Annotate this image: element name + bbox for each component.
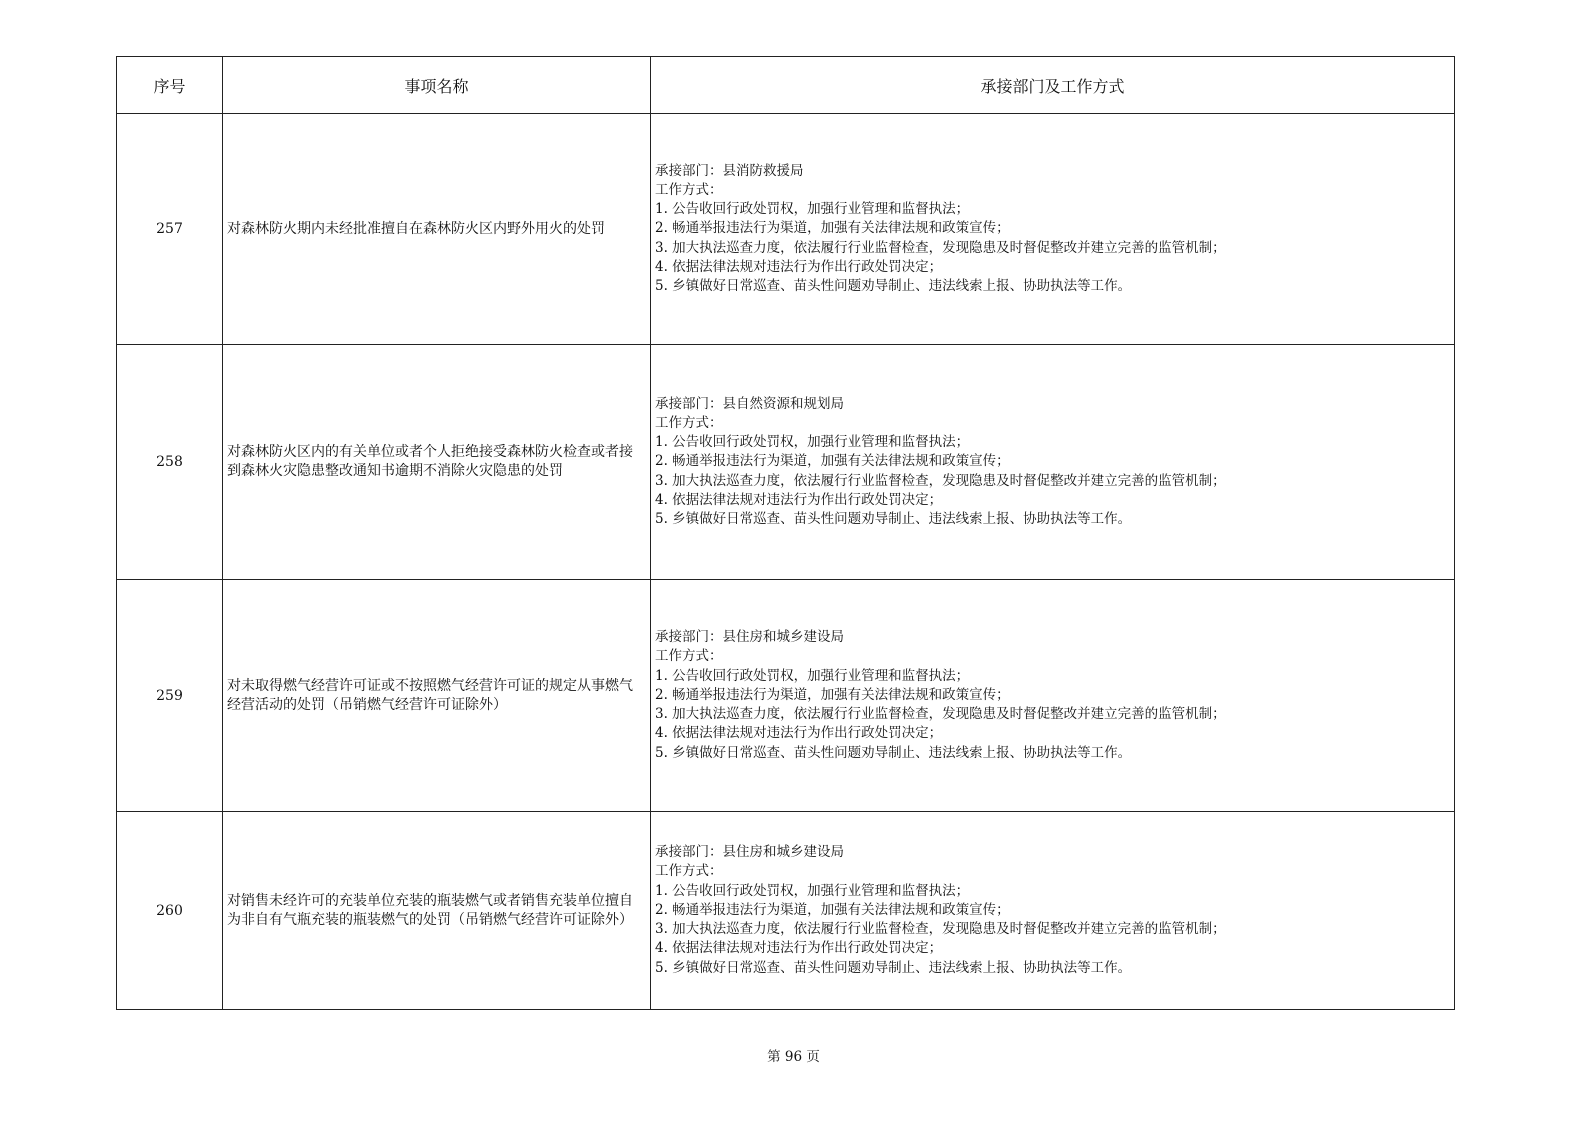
- method-step: 2. 畅通举报违法行为渠道，加强有关法律法规和政策宣传；: [655, 453, 1010, 470]
- method-step: 2. 畅通举报违法行为渠道，加强有关法律法规和政策宣传；: [655, 901, 1010, 918]
- row-item-name: 对森林防火期内未经批准擅自在森林防火区内野外用火的处罚: [223, 114, 651, 345]
- method-step: 3. 加大执法巡查力度，依法履行行业监督检查，发现隐患及时督促整改并建立完善的监管机制；: [655, 239, 1226, 256]
- row-item-name: 对销售未经许可的充装单位充装的瓶装燃气或者销售充装单位擅自为非自有气瓶充装的瓶装燃气的处罚（吊销燃气经营许可证除外）: [223, 812, 651, 1010]
- row-method: [651, 812, 1455, 1010]
- method-step: 5. 乡镇做好日常巡查、苗头性问题劝导制止、违法线索上报、协助执法等工作。: [655, 511, 1132, 527]
- header-index: 序号: [117, 57, 223, 114]
- method-step: 5. 乡镇做好日常巡查、苗头性问题劝导制止、违法线索上报、协助执法等工作。: [655, 744, 1132, 761]
- page-number: 第 96 页: [767, 1049, 820, 1065]
- method-title: 工作方式：: [655, 414, 723, 431]
- method-step: 1. 公告收回行政处罚权，加强行业管理和监督执法；: [655, 201, 970, 218]
- method-step: 4. 依据法律法规对违法行为作出行政处罚决定；: [655, 940, 943, 957]
- method-step: 2. 畅通举报违法行为渠道，加强有关法律法规和政策宣传；: [655, 686, 1010, 703]
- row-item-name: 对未取得燃气经营许可证或不按照燃气经营许可证的规定从事燃气经营活动的处罚（吊销燃气经营许可证除外）: [223, 580, 651, 812]
- method-step: 5. 乡镇做好日常巡查、苗头性问题劝导制止、违法线索上报、协助执法等工作。: [655, 959, 1132, 976]
- department-line: 承接部门：县住房和城乡建设局: [655, 844, 844, 861]
- method-step: 3. 加大执法巡查力度，依法履行行业监督检查，发现隐患及时督促整改并建立完善的监管机制；: [655, 921, 1226, 938]
- table-row: [117, 345, 1455, 580]
- row-index: 258: [117, 345, 223, 580]
- method-step: 4. 依据法律法规对违法行为作出行政处罚决定；: [655, 725, 943, 742]
- items-table: [116, 56, 1455, 1010]
- department-line: 承接部门：县消防救援局: [655, 162, 804, 179]
- header-department-method: 承接部门及工作方式: [651, 57, 1455, 114]
- method-step: 2. 畅通举报违法行为渠道，加强有关法律法规和政策宣传；: [655, 220, 1010, 237]
- method-step: 3. 加大执法巡查力度，依法履行行业监督检查，发现隐患及时督促整改并建立完善的监管机制；: [655, 472, 1226, 489]
- row-index: 257: [117, 114, 223, 345]
- department-line: 承接部门：县住房和城乡建设局: [655, 629, 844, 646]
- method-step: 4. 依据法律法规对违法行为作出行政处罚决定；: [655, 258, 943, 275]
- row-index: 260: [117, 812, 223, 1010]
- method-step: 4. 依据法律法规对违法行为作出行政处罚决定；: [655, 491, 943, 508]
- table-row: [117, 114, 1455, 345]
- department-line: 承接部门：县自然资源和规划局: [655, 395, 844, 412]
- row-method: [651, 345, 1455, 580]
- table-row: [117, 580, 1455, 812]
- method-step: 1. 公告收回行政处罚权，加强行业管理和监督执法；: [655, 434, 970, 451]
- header-item-name: 事项名称: [223, 57, 651, 114]
- method-step: 5. 乡镇做好日常巡查、苗头性问题劝导制止、违法线索上报、协助执法等工作。: [655, 278, 1132, 294]
- row-method: [651, 580, 1455, 812]
- header-row: [117, 57, 1455, 114]
- table-row: [117, 812, 1455, 1010]
- method-title: 工作方式：: [655, 181, 723, 198]
- method-step: 1. 公告收回行政处罚权，加强行业管理和监督执法；: [655, 667, 970, 684]
- row-index: 259: [117, 580, 223, 812]
- row-item-name: 对森林防火区内的有关单位或者个人拒绝接受森林防火检查或者接到森林火灾隐患整改通知书逾期不消除火灾隐患的处罚: [223, 345, 651, 580]
- method-step: 3. 加大执法巡查力度，依法履行行业监督检查，发现隐患及时督促整改并建立完善的监管机制；: [655, 706, 1226, 723]
- method-title: 工作方式：: [655, 648, 723, 665]
- method-title: 工作方式：: [655, 863, 723, 880]
- method-step: 1. 公告收回行政处罚权，加强行业管理和监督执法；: [655, 882, 970, 899]
- row-method: [651, 114, 1455, 345]
